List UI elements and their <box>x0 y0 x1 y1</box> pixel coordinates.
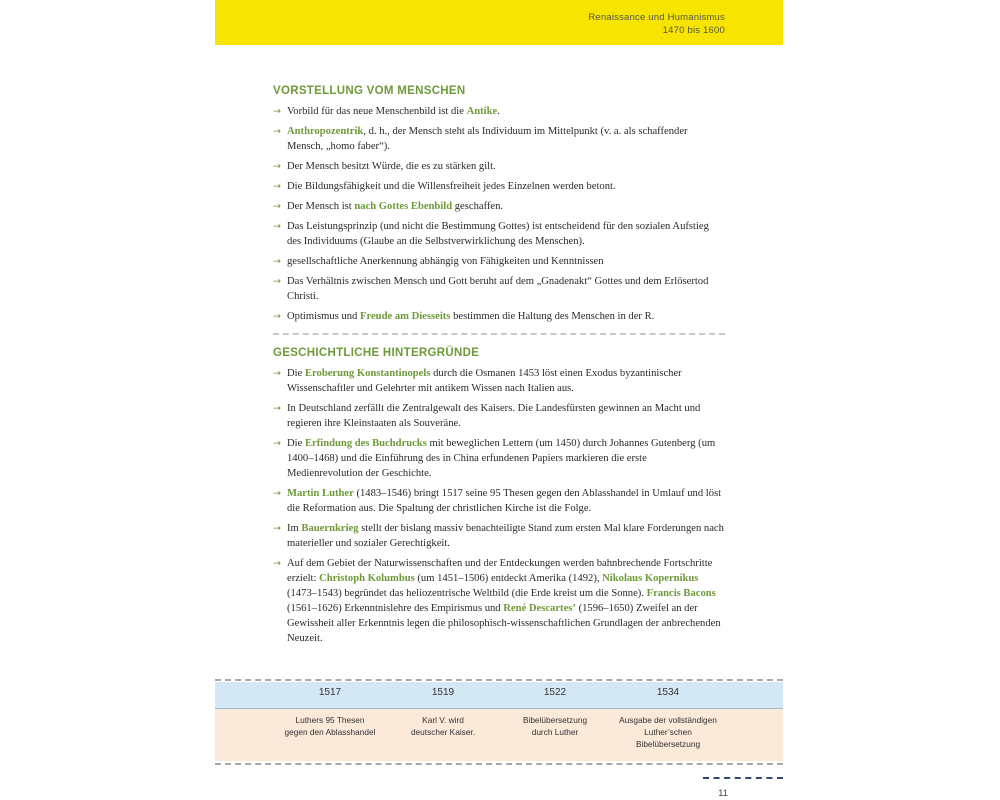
bullet-item <box>273 366 725 396</box>
arrow-right-icon: → <box>273 201 281 212</box>
book-page <box>215 0 783 800</box>
bullet-text: Optimismus und <box>287 311 360 322</box>
highlighted-term: nach Gottes Ebenbild <box>354 201 453 212</box>
bullet-text: (1596–1650) Zweifel an der Gewissheit aller Erkenntnis legen die philosophisch-wissenschaftlichen Grundlagen der anbrechenden Neuzeit. <box>287 603 721 644</box>
timeline <box>215 679 783 769</box>
timeline-event-label <box>388 714 498 738</box>
highlighted-term: René Descartes’ <box>503 603 576 614</box>
section-heading: GESCHICHTLICHE HINTERGRÜNDE <box>273 347 480 359</box>
highlighted-term: Freude am Diesseits <box>360 311 451 322</box>
bullet-item <box>273 199 725 214</box>
bullet-item <box>273 486 725 516</box>
arrow-right-icon: → <box>273 368 281 379</box>
header-period: 1470 bis 1600 <box>662 25 725 36</box>
timeline-event-line: gegen den Ablasshandel <box>284 727 376 737</box>
timeline-year: 1522 <box>543 687 567 698</box>
bullet-text: . <box>497 106 500 117</box>
timeline-event-label <box>613 714 723 750</box>
arrow-right-icon: → <box>273 181 281 192</box>
highlighted-term: Erfindung des Buchdrucks <box>304 438 427 449</box>
arrow-right-icon: → <box>273 403 281 414</box>
highlighted-term: Bauernkrieg <box>301 523 359 534</box>
section-heading: VORSTELLUNG VOM MENSCHEN <box>273 85 466 97</box>
timeline-year-band <box>215 682 783 709</box>
timeline-year: 1519 <box>431 687 455 698</box>
timeline-event-line: Bibelübersetzung <box>522 715 588 725</box>
bullet-text: durch die Osmanen 1453 löst einen Exodus byzantinischer Wissenschaftler und Gelehrter mit antikem Wissen nach Italien aus. <box>287 368 682 394</box>
bullet-text: Auf dem Gebiet der Naturwissenschaften und der Entdeckungen werden bahnbrechende Fortschritte erzielt: <box>287 558 713 584</box>
bullet-text: mit beweglichen Lettern (um 1450) durch Johannes Gutenberg (um 1400–1468) und die Einführung des in China erfundenen Papiers markieren die erste Medienrevolution der Geschichte. <box>287 438 716 479</box>
bullet-list <box>273 104 725 324</box>
bullet-item <box>273 436 725 481</box>
page-number: 11 <box>718 788 728 799</box>
arrow-right-icon: → <box>273 106 281 117</box>
header-band <box>215 0 783 45</box>
bullet-text: (1483–1546) bringt 1517 seine 95 Thesen gegen den Ablasshandel in Umlauf und löst die Reformation aus. Die Spaltung der christlichen Kirche ist die Folge. <box>287 488 722 514</box>
bullet-item <box>273 556 725 646</box>
arrow-right-icon: → <box>273 438 281 449</box>
bullet-text: geschaffen. <box>452 201 504 212</box>
bullet-list <box>273 366 725 646</box>
highlighted-term: Christoph Kolumbus <box>319 573 415 584</box>
bullet-item <box>273 309 725 324</box>
bullet-text: Im <box>287 523 302 534</box>
bullet-text: Die <box>287 438 305 449</box>
header-title: Renaissance und Humanismus <box>588 12 725 23</box>
arrow-right-icon: → <box>273 161 281 172</box>
timeline-event-line: Luther’schen <box>644 727 692 737</box>
timeline-top-divider <box>215 679 783 681</box>
arrow-right-icon: → <box>273 523 281 534</box>
highlighted-term: Eroberung Konstantinopels <box>304 368 431 379</box>
main-content <box>273 84 725 651</box>
timeline-event-line: Karl V. wird <box>422 715 464 725</box>
timeline-event-line: Ausgabe der vollständigen <box>619 715 717 725</box>
timeline-bottom-divider <box>215 763 783 765</box>
bullet-item <box>273 401 725 431</box>
arrow-right-icon: → <box>273 311 281 322</box>
arrow-right-icon: → <box>273 126 281 137</box>
arrow-right-icon: → <box>273 558 281 569</box>
bullet-item <box>273 219 725 249</box>
arrow-right-icon: → <box>273 256 281 267</box>
bullet-text: Die <box>287 368 305 379</box>
running-header <box>588 11 725 37</box>
timeline-event-line: Luthers 95 Thesen <box>295 715 365 725</box>
bullet-text: bestimmen die Haltung des Menschen in der R. <box>450 311 655 322</box>
bullet-text: Das Leistungsprinzip (und nicht die Bestimmung Gottes) ist entscheidend für den sozialen Aufstieg des Individuums (Glaube an die Selbstverwirklichung des Menschen). <box>287 221 709 247</box>
bullet-text: Vorbild für das neue Menschenbild ist die <box>287 106 467 117</box>
section-divider <box>273 333 725 335</box>
timeline-event-line: Bibelübersetzung <box>635 739 701 749</box>
highlighted-term: Anthropozentrik <box>287 126 364 137</box>
highlighted-term: Francis Bacons <box>646 588 716 599</box>
bullet-text: In Deutschland zerfällt die Zentralgewalt des Kaisers. Die Landesfürsten gewinnen an Macht und regieren ihre Kleinstaaten als Souveräne. <box>287 403 701 429</box>
bullet-text: Das Verhältnis zwischen Mensch und Gott beruht auf dem „Gnadenakt“ Gottes und dem Erlösertod Christi. <box>287 276 709 302</box>
bullet-text: (um 1451–1506) entdeckt Amerika (1492), <box>414 573 603 584</box>
bullet-item <box>273 179 725 194</box>
arrow-right-icon: → <box>273 276 281 287</box>
timeline-year: 1534 <box>656 687 680 698</box>
bullet-text: , d. h., der Mensch steht als Individuum im Mittelpunkt (v. a. als schaffender Mensch, „homo faber“). <box>287 126 688 152</box>
highlighted-term: Antike <box>466 106 498 117</box>
arrow-right-icon: → <box>273 488 281 499</box>
bullet-item <box>273 254 725 269</box>
bullet-text: Der Mensch besitzt Würde, die es zu stärken gilt. <box>287 161 496 172</box>
bullet-item <box>273 159 725 174</box>
page-number-rule <box>703 777 783 779</box>
bullet-text: stellt der bislang massiv benachteiligte Stand zum ersten Mal klare Forderungen nach materieller und sozialer Gerechtigkeit. <box>287 523 724 549</box>
timeline-event-label <box>275 714 385 738</box>
timeline-event-label <box>500 714 610 738</box>
highlighted-term: Martin Luther <box>287 488 354 499</box>
timeline-event-line: durch Luther <box>531 727 579 737</box>
bullet-item <box>273 124 725 154</box>
bullet-text: (1473–1543) begründet das heliozentrische Weltbild (die Erde kreist um die Sonne). <box>287 588 647 599</box>
timeline-year: 1517 <box>318 687 342 698</box>
bullet-item <box>273 104 725 119</box>
bullet-item <box>273 521 725 551</box>
bullet-text: Der Mensch ist <box>287 201 355 212</box>
highlighted-term: Nikolaus Kopernikus <box>602 573 699 584</box>
bullet-text: (1561–1626) Erkenntnislehre des Empirismus und <box>287 603 504 614</box>
timeline-event-line: deutscher Kaiser. <box>410 727 476 737</box>
arrow-right-icon: → <box>273 221 281 232</box>
bullet-text: Die Bildungsfähigkeit und die Willensfreiheit jedes Einzelnen werden betont. <box>287 181 616 192</box>
bullet-item <box>273 274 725 304</box>
bullet-text: gesellschaftliche Anerkennung abhängig von Fähigkeiten und Kenntnissen <box>287 256 604 267</box>
